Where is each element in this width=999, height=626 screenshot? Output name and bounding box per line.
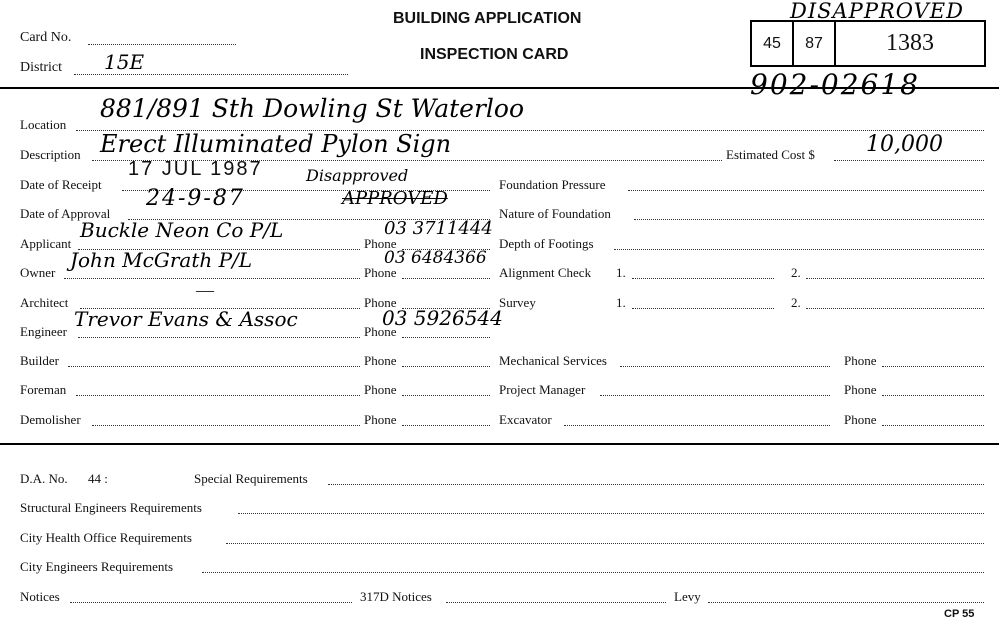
foreman-phone-label: Phone	[364, 382, 397, 397]
project-manager-label: Project Manager	[499, 382, 586, 397]
notices-317d-label: 317D Notices	[360, 589, 432, 604]
foreman-label: Foreman	[20, 382, 67, 397]
approval-note-disapproved: Disapproved	[306, 166, 409, 185]
city-engineers-label: City Engineers Requirements	[20, 559, 174, 574]
engineer-phone-label: Phone	[364, 324, 397, 339]
form-code: CP 55	[944, 608, 975, 620]
district-value: 15E	[104, 50, 145, 74]
builder-phone-line	[402, 366, 490, 367]
section-divider	[0, 443, 999, 445]
depth-of-footings-line	[614, 249, 984, 250]
date-of-approval-label: Date of Approval	[20, 206, 111, 221]
structural-engineers-label: Structural Engineers Requirements	[20, 500, 202, 515]
excavator-phone-line	[882, 425, 984, 426]
demolisher-phone-label: Phone	[364, 412, 397, 427]
architect-label: Architect	[20, 295, 69, 310]
approval-date-value: 24-9-87	[146, 186, 245, 211]
mechanical-services-line	[620, 366, 830, 367]
demolisher-label: Demolisher	[20, 412, 81, 427]
alignment-check-label: Alignment Check	[499, 265, 592, 280]
district-label: District	[20, 60, 62, 75]
receipt-stamp: 17 JUL 1987	[128, 158, 263, 180]
builder-label: Builder	[20, 353, 59, 368]
applicant-label: Applicant	[20, 236, 72, 251]
city-health-label: City Health Office Requirements	[20, 530, 192, 545]
city-health-line	[226, 543, 984, 544]
depth-of-footings-label: Depth of Footings	[499, 236, 594, 251]
special-requirements-line	[328, 484, 984, 485]
description-value: Erect Illuminated Pylon Sign	[100, 130, 452, 158]
mechanical-phone-line	[882, 366, 984, 367]
date-of-receipt-label: Date of Receipt	[20, 177, 102, 192]
demolisher-line	[92, 425, 360, 426]
foundation-pressure-line	[628, 190, 984, 191]
mechanical-services-label: Mechanical Services	[499, 353, 607, 368]
estimated-cost-line	[834, 160, 984, 161]
survey-1-label: 1.	[616, 295, 626, 310]
mechanical-phone-label: Phone	[844, 353, 877, 368]
approval-note-struck: APPROVED	[342, 188, 448, 209]
da-no-label: D.A. No.	[20, 471, 68, 486]
excavator-phone-label: Phone	[844, 412, 877, 427]
description-label: Description	[20, 147, 81, 162]
builder-line	[68, 366, 360, 367]
applicant-phone-label: Phone	[364, 236, 397, 251]
excavator-label: Excavator	[499, 412, 552, 427]
disapproved-stamp: DISAPPROVED	[790, 0, 964, 23]
applicant-value: Buckle Neon Co P/L	[80, 218, 284, 242]
engineer-phone-line	[402, 337, 490, 338]
project-manager-phone-label: Phone	[844, 382, 877, 397]
card-no-label: Card No.	[20, 30, 72, 45]
notices-label: Notices	[20, 589, 60, 604]
foundation-pressure-label: Foundation Pressure	[499, 177, 606, 192]
applicant-phone-value: 03 3711444	[384, 218, 493, 239]
builder-phone-label: Phone	[364, 353, 397, 368]
card-box-a: 45	[750, 20, 794, 67]
engineer-phone-value: 03 5926544	[382, 306, 503, 330]
notices-line	[70, 602, 352, 603]
demolisher-phone-line	[402, 425, 490, 426]
reference-number: 902-02618	[750, 68, 920, 101]
project-manager-phone-line	[882, 395, 984, 396]
engineer-line	[78, 337, 360, 338]
owner-value: John McGrath P/L	[70, 248, 253, 272]
alignment-1-label: 1.	[616, 265, 626, 280]
card-no-line	[88, 44, 236, 45]
project-manager-line	[600, 395, 830, 396]
survey-2-line	[806, 308, 984, 309]
owner-phone-line	[402, 278, 490, 279]
survey-2-label: 2.	[791, 295, 801, 310]
levy-label: Levy	[674, 589, 701, 604]
form-title-line1: BUILDING APPLICATION	[393, 10, 582, 27]
notices-317d-line	[446, 602, 666, 603]
location-label: Location	[20, 117, 67, 132]
engineer-label: Engineer	[20, 324, 67, 339]
form-title-line2: INSPECTION CARD	[420, 46, 569, 63]
estimated-cost-value: 10,000	[866, 132, 943, 157]
nature-of-foundation-line	[634, 219, 984, 220]
owner-phone-value: 03 6484366	[384, 248, 487, 268]
header-divider	[0, 87, 999, 89]
location-value: 881/891 Sth Dowling St Waterloo	[100, 94, 524, 123]
nature-of-foundation-label: Nature of Foundation	[499, 206, 611, 221]
survey-label: Survey	[499, 295, 536, 310]
alignment-2-line	[806, 278, 984, 279]
owner-label: Owner	[20, 265, 56, 280]
special-requirements-label: Special Requirements	[194, 471, 308, 486]
owner-line	[64, 278, 360, 279]
card-number-box: 1383	[834, 20, 986, 67]
alignment-1-line	[632, 278, 774, 279]
survey-1-line	[632, 308, 774, 309]
district-line	[74, 74, 348, 75]
estimated-cost-label: Estimated Cost $	[726, 147, 815, 162]
da-no-value: 44 :	[88, 471, 108, 486]
structural-engineers-line	[238, 513, 984, 514]
city-engineers-line	[202, 572, 984, 573]
excavator-line	[564, 425, 830, 426]
alignment-2-label: 2.	[791, 265, 801, 280]
card-box-b: 87	[792, 20, 836, 67]
levy-line	[708, 602, 984, 603]
engineer-value: Trevor Evans & Assoc	[74, 307, 298, 331]
architect-value: —	[196, 280, 214, 300]
foreman-phone-line	[402, 395, 490, 396]
architect-phone-label: Phone	[364, 295, 397, 310]
foreman-line	[76, 395, 360, 396]
owner-phone-label: Phone	[364, 265, 397, 280]
